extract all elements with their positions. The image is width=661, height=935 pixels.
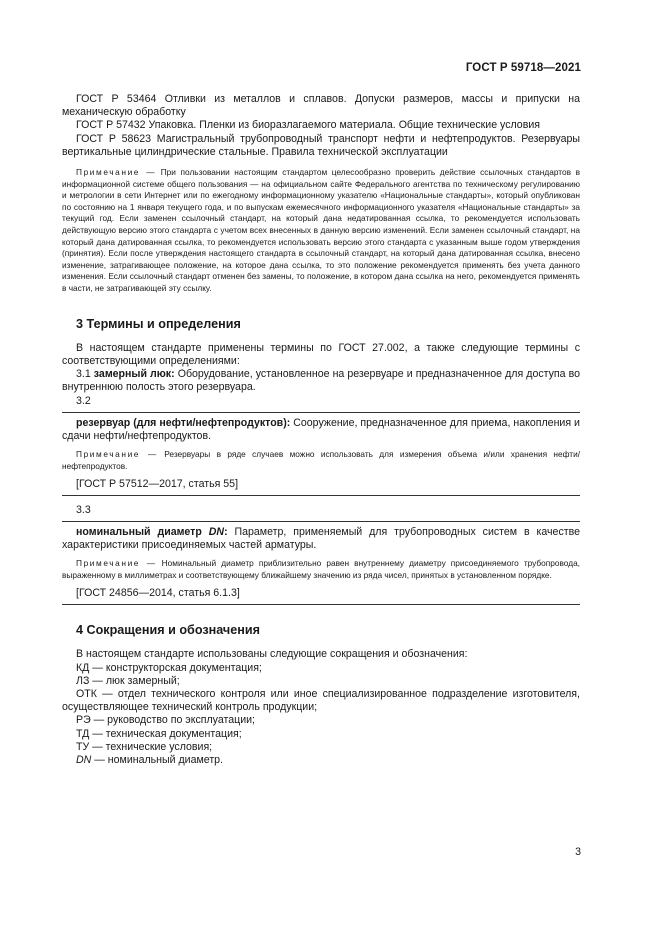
term-3-2-number: 3.2 [76,395,91,408]
term-3-3-number: 3.3 [76,504,91,517]
term-3-2-note-text: Резервуары в ряде случаев можно использовать для измерения объема и/или хранения нефти/нефтепродуктов. [62,448,581,471]
note-label: Примечание — [76,557,157,568]
abbr-code: ТУ [76,740,90,753]
doc-code-header: ГОСТ Р 59718—2021 [465,62,581,74]
term-3-3: номинальный диаметр DN: Параметр, применяемый для трубопроводных систем в качестве характеристики присоединяемых частей арматуры. [62,525,580,551]
page-number: 3 [575,846,581,858]
term-3-3-definition: Параметр, применяемый для трубопроводных систем в качестве характеристики присоединяемых частей арматуры. [62,525,580,551]
abbr-text: — руководство по эксплуатации; [90,714,255,727]
ref-item-2: ГОСТ Р 57432 Упаковка. Пленки из биоразлагаемого материала. Общие технические условия [76,119,540,132]
abbr-code: ТД [76,727,90,740]
term-3-1-term: замерный люк: [93,367,175,380]
term-3-3-box [62,521,580,606]
note-label: Примечание — [76,448,158,459]
section-3-title: 3 Термины и определения [76,316,241,331]
section-3-intro: В настоящем стандарте применены термины по ГОСТ 27.002, а также следующие термины с соответствующими определениями: [62,341,580,367]
section-4-intro: В настоящем стандарте использованы следующие сокращения и обозначения: [76,648,468,661]
abbr-text: — техническая документация; [89,727,242,740]
abbr-code: DN [76,753,92,766]
abbr-item-kd [62,662,580,675]
term-3-2-source: [ГОСТ Р 57512—2017, статья 55] [76,478,239,491]
abbr-code: РЭ [76,714,91,727]
abbr-item-tu [62,741,580,754]
term-3-2-note [62,449,580,472]
abbr-text: — отдел технического контроля или иное специализированное подразделение изготовителя, осуществляющее технический контроль продукции; [62,687,580,714]
note-label: Примечание — [76,167,157,178]
abbr-code: КД [76,661,90,674]
ref-item-3: ГОСТ Р 58623 Магистральный трубопроводный транспорт нефти и нефтепродуктов. Резервуары вертикальные цилиндрические стальные. Правила технической эксплуатации [62,132,580,158]
term-3-2-term: резервуар (для нефти/нефтепродуктов): [76,416,291,429]
abbr-text: — конструкторская документация; [89,661,262,674]
term-3-3-source: [ГОСТ 24856—2014, статья 6.1.3] [76,587,240,600]
term-3-2-box [62,412,580,497]
term-3-1-definition: Оборудование, установленное на резервуаре и предназначенное для доступа во внутреннюю полость этого резервуара. [62,367,580,394]
term-3-1-number: 3.1 [76,367,91,380]
term-3-3-note [62,558,580,581]
abbr-text: — люк замерный; [89,674,180,687]
abbr-item-td [62,728,580,741]
term-3-3-abbr: DN [208,525,225,538]
references-note-text: При пользовании настоящим стандартом целесообразно проверить действие ссылочных стандартов в информационной системе общего пользования — на официальном сайте Федерального агентства по техническому регулированию и метрологии в сети Интернет или по ежегодному информационному указателю «Национальные стандарты», который опубликован по состоянию на 1 января текущего года, и по выпускам ежемесячного информационного указателя «Национальные стандарты» за текущий год. Если заменен ссылочный стандарт, на который дана недатированная ссылка, то рекомендуется использовать действующую версию этого стандарта с учетом всех внесенных в данную версию изменений. Если заменен ссылочный стандарт, на который дана датированная ссылка, то рекомендуется использовать версию этого стандарта с указанным выше годом утверждения (принятия). Если после утверждения настоящего стандарта в ссылочный стандарт, на который дана датированная ссылка, внесено изменение, затрагивающее положение, на которое дана ссылка, то это положение рекомендуется применять без учета данного изменения. Если ссылочный стандарт отменен без замены, то положение, в котором дана ссылка на него, рекомендуется применять в части, не затрагивающей эту ссылку. [62,167,581,293]
term-3-3-term: номинальный диаметр [76,525,202,538]
abbr-text: — номинальный диаметр. [91,753,224,766]
references-note [62,167,580,295]
term-3-1 [62,368,580,394]
abbr-item-re [62,714,580,727]
abbr-text: — технические условия; [89,740,213,753]
term-3-3-note-text: Номинальный диаметр приблизительно равен внутреннему диаметру присоединяемого трубопровода, выраженному в миллиметрах и соответствующему ближайшему значению из ряда чисел, принятых в установленном порядке. [62,557,580,580]
page-content [62,93,580,767]
abbr-item-otk [62,688,580,714]
abbr-code: ЛЗ [76,674,90,687]
abbr-code: ОТК [76,687,97,700]
section-4-title: 4 Сокращения и обозначения [76,623,260,638]
abbr-item-lz [62,675,580,688]
term-3-2 [62,417,580,443]
term-3-2-definition: Сооружение, предназначенное для приема, накопления и сдачи нефти/нефтепродуктов. [62,416,580,442]
ref-item-1: ГОСТ Р 53464 Отливки из металлов и сплавов. Допуски размеров, массы и припуски на механическую обработку [62,93,580,119]
abbr-item-dn [62,754,580,767]
